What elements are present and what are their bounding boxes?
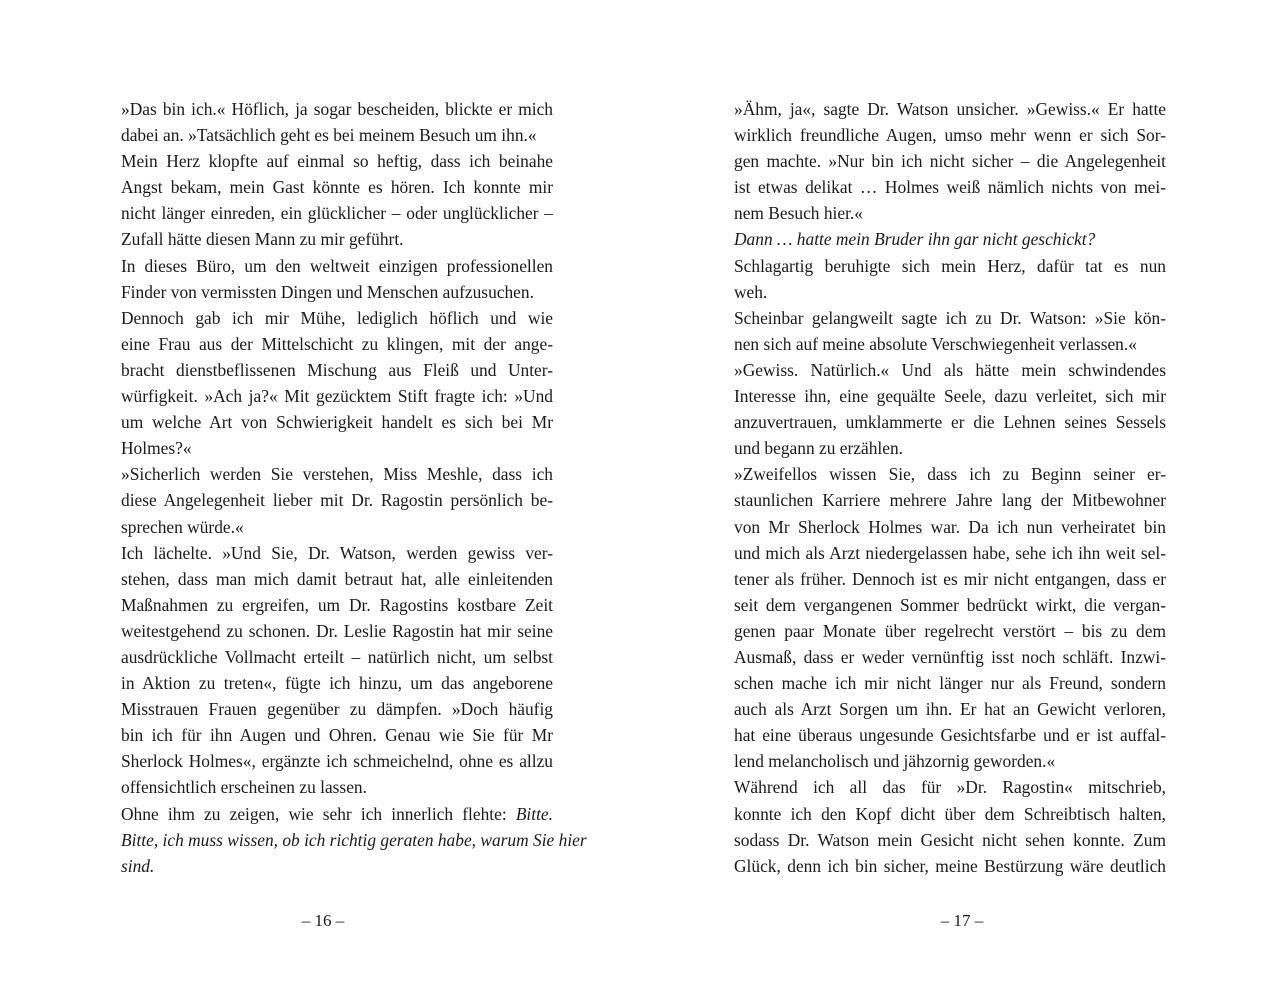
text-line	[121, 253, 553, 279]
line-text: eine Frau aus der Mittelschicht zu klingen, mit der ange-	[121, 333, 553, 354]
text-line	[121, 357, 553, 383]
line-text: Bitte, ich muss wissen, ob ich richtig geraten habe, warum Sie hier	[121, 829, 587, 850]
text-line	[121, 722, 553, 748]
text-line	[121, 566, 553, 592]
line-text: staunlichen Karriere mehrere Jahre lang der Mitbewohner	[734, 490, 1166, 511]
line-text: auch als Arzt Sorgen um ihn. Er hat an Gewicht verloren,	[734, 699, 1166, 720]
text-line	[734, 722, 1166, 748]
line-text: nem Besuch hier.«	[734, 203, 863, 224]
line-text: Scheinbar gelangweilt sagte ich zu Dr. Watson: »Sie kön-	[734, 307, 1166, 328]
line-text: dabei an. »Tatsächlich geht es bei meinem Besuch um ihn.«	[121, 125, 537, 146]
text-line	[734, 174, 1166, 200]
text-line	[121, 331, 553, 357]
italic-text: Bitte.	[515, 803, 553, 824]
text-line	[734, 122, 1166, 148]
text-line	[121, 592, 553, 618]
line-text: Dann … hatte mein Bruder ihn gar nicht geschickt?	[734, 229, 1096, 250]
text-line	[121, 148, 553, 174]
text-line	[734, 540, 1166, 566]
text-line	[121, 827, 587, 853]
line-text: Dennoch gab ich mir Mühe, lediglich höflich und wie	[121, 307, 553, 328]
text-line	[121, 174, 553, 200]
text-line	[121, 774, 553, 800]
line-text: Sherlock Holmes«, ergänzte ich schmeichelnd, ohne es allzu	[121, 751, 553, 772]
text-line	[734, 200, 1166, 226]
line-text: und begann zu erzählen.	[734, 438, 903, 459]
text-line	[734, 514, 1166, 540]
text-line	[734, 435, 1166, 461]
text-line	[734, 670, 1166, 696]
line-text: »Gewiss. Natürlich.« Und als hätte mein schwindendes	[734, 359, 1166, 380]
text-line	[734, 461, 1166, 487]
text-line	[734, 801, 1166, 827]
line-text: »Zweifellos wissen Sie, dass ich zu Beginn seiner er-	[734, 464, 1166, 485]
line-text: Während ich all das für »Dr. Ragostin« mitschrieb,	[734, 777, 1166, 798]
text-line	[121, 801, 553, 827]
line-text: bin ich für ihn Augen und Ohren. Genau wie Sie für Mr	[121, 725, 553, 746]
page-number-right: – 17 –	[940, 911, 984, 930]
text-line	[734, 357, 1166, 383]
line-text: diese Angelegenheit lieber mit Dr. Ragostin persönlich be-	[121, 490, 553, 511]
line-text: »Das bin ich.« Höflich, ja sogar bescheiden, blickte er mich	[121, 99, 553, 119]
text-line	[734, 827, 1166, 853]
line-text: wirklich freundliche Augen, umso mehr wenn er sich Sor-	[734, 125, 1166, 146]
line-text: und mich als Arzt niedergelassen habe, sehe ich ihn weit sel-	[734, 542, 1166, 563]
text-line	[121, 122, 553, 148]
text-line	[734, 696, 1166, 722]
line-text: Ich lächelte. »Und Sie, Dr. Watson, werden gewiss ver-	[121, 542, 553, 563]
text-line	[121, 409, 553, 435]
line-text: »Ähm, ja«, sagte Dr. Watson unsicher. »Gewiss.« Er hatte	[734, 99, 1166, 119]
text-line	[734, 592, 1166, 618]
line-text: Zufall hätte diesen Mann zu mir geführt.	[121, 229, 404, 250]
line-text: Ausmaß, dass er weder vernünftig isst noch schläft. Inzwi-	[734, 646, 1166, 667]
line-text: Interesse ihn, eine gequälte Seele, dazu verleitet, sich mir	[734, 386, 1166, 407]
text-line	[734, 748, 1166, 774]
text-line	[121, 383, 553, 409]
text-line	[121, 96, 553, 122]
line-text: nicht länger einreden, ein glücklicher – oder unglücklicher –	[121, 203, 553, 224]
text-line	[734, 226, 1166, 252]
line-text: Maßnahmen zu ergreifen, um Dr. Ragostins kostbare Zeit	[121, 594, 553, 615]
line-text: in Aktion zu treten«, fügte ich hinzu, um das angeborene	[121, 673, 553, 694]
line-text: Misstrauen Frauen gegenüber zu dämpfen. »Doch häufig	[121, 699, 553, 720]
line-text: tener als früher. Dennoch ist es mir nicht entgangen, dass er	[734, 568, 1166, 589]
text-line	[734, 96, 1166, 122]
text-line	[734, 305, 1166, 331]
line-text: konnte ich den Kopf dicht über dem Schreibtisch halten,	[734, 803, 1166, 824]
line-text: würfigkeit. »Ach ja?« Mit gezücktem Stift fragte ich: »Und	[121, 386, 553, 407]
line-text: Angst bekam, mein Gast könnte es hören. Ich konnte mir	[121, 177, 553, 198]
line-text: Glück, denn ich bin sicher, meine Bestürzung wäre deutlich	[734, 855, 1166, 876]
text-line	[734, 253, 1166, 279]
text-line	[121, 670, 553, 696]
line-text: schen mache ich mir nicht länger nur als Freund, sondern	[734, 673, 1166, 694]
text-line	[121, 200, 553, 226]
line-text: In dieses Büro, um den weltweit einzigen professionellen	[121, 255, 553, 276]
line-text: weitestgehend zu schonen. Dr. Leslie Ragostin hat mir seine	[121, 620, 553, 641]
text-line	[734, 279, 1166, 305]
line-text: nen sich auf meine absolute Verschwiegenheit verlassen.«	[734, 333, 1137, 354]
text-line	[121, 279, 553, 305]
right-page	[734, 96, 1166, 879]
text-line	[121, 435, 553, 461]
line-text: ausdrückliche Vollmacht erteilt – natürlich nicht, um selbst	[121, 646, 553, 667]
line-text: von Mr Sherlock Holmes war. Da ich nun verheiratet bin	[734, 516, 1166, 537]
text-line	[734, 566, 1166, 592]
line-text: ist etwas delikat … Holmes weiß nämlich nichts von mei-	[734, 177, 1166, 198]
text-line	[121, 487, 553, 513]
text-line	[734, 774, 1166, 800]
text-line	[121, 853, 553, 879]
text-line	[734, 644, 1166, 670]
line-text: um welche Art von Schwierigkeit handelt es sich bei Mr	[121, 412, 553, 433]
text-line	[734, 618, 1166, 644]
line-text: »Sicherlich werden Sie verstehen, Miss Meshle, dass ich	[121, 464, 553, 485]
text-line	[121, 540, 553, 566]
left-page	[121, 96, 587, 879]
text-line	[121, 305, 553, 331]
text-line	[734, 148, 1166, 174]
line-text: Finder von vermissten Dingen und Menschen aufzusuchen.	[121, 281, 534, 302]
text-line	[121, 618, 553, 644]
line-text: gen machte. »Nur bin ich nicht sicher – die Angelegenheit	[734, 151, 1166, 172]
line-text: genen paar Monate über regelrecht verstört – bis zu dem	[734, 620, 1166, 641]
text-line	[734, 331, 1166, 357]
line-text: offensichtlich erscheinen zu lassen.	[121, 777, 367, 798]
line-text: sodass Dr. Watson mein Gesicht nicht sehen konnte. Zum	[734, 829, 1166, 850]
line-text: Mein Herz klopfte auf einmal so heftig, dass ich beinahe	[121, 151, 553, 172]
text-line	[121, 748, 553, 774]
line-text: stehen, dass man mich damit betraut hat, alle einleitenden	[121, 568, 553, 589]
text-line	[121, 644, 553, 670]
line-text: Holmes?«	[121, 438, 192, 459]
text-line	[734, 853, 1166, 879]
line-text: sind.	[121, 855, 155, 876]
line-text: hat eine überaus ungesunde Gesichtsfarbe und er ist auffal-	[734, 725, 1166, 746]
line-text: Schlagartig beruhigte sich mein Herz, dafür tat es nun	[734, 255, 1166, 276]
line-text: anzuvertrauen, umklammerte er die Lehnen seines Sessels	[734, 412, 1166, 433]
text-line	[734, 409, 1166, 435]
text-line	[121, 696, 553, 722]
line-text: bracht dienstbeflissenen Mischung aus Fleiß und Unter-	[121, 359, 553, 380]
text-line	[121, 514, 553, 540]
text-line	[121, 226, 553, 252]
line-text: Ohne ihm zu zeigen, wie sehr ich innerlich flehte: Bitte.	[121, 803, 553, 824]
line-text: seit dem vergangenen Sommer bedrückt wirkt, die vergan-	[734, 594, 1166, 615]
line-text: sprechen würde.«	[121, 516, 244, 537]
text-line	[734, 383, 1166, 409]
page-number-left: – 16 –	[301, 911, 345, 930]
text-line	[734, 487, 1166, 513]
text-line	[121, 461, 553, 487]
line-text: lend melancholisch und jähzornig geworden.«	[734, 751, 1056, 772]
line-text: weh.	[734, 281, 768, 302]
